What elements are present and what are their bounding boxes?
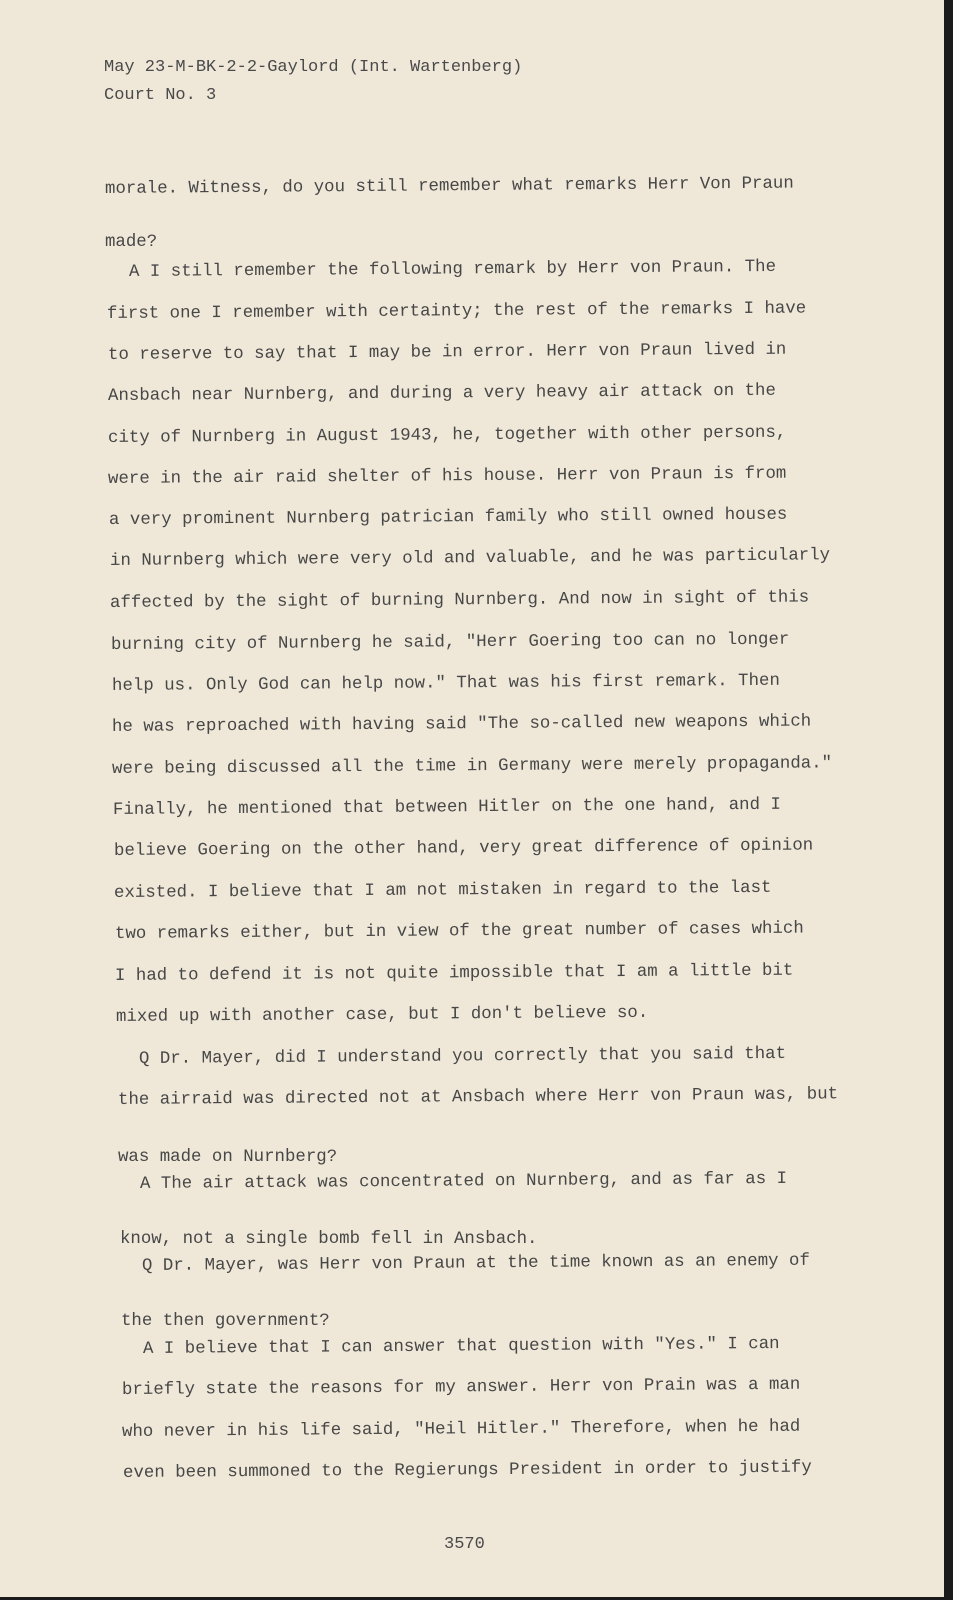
transcript-line: Ansbach near Nurnberg, and during a very heavy air attack on the bbox=[107, 381, 776, 406]
transcript-line: city of Nurnberg in August 1943, he, together with other persons, bbox=[107, 423, 787, 448]
transcript-line: A I believe that I can answer that question with "Yes." I can bbox=[142, 1335, 780, 1359]
transcript-line: two remarks either, but in view of the great number of cases which bbox=[114, 919, 804, 944]
page-number: 3570 bbox=[444, 1535, 485, 1554]
transcript-line: the then government? bbox=[121, 1312, 330, 1331]
transcript-line: help us. Only God can help now." That was his first remark. Then bbox=[111, 671, 780, 696]
transcript-line: the airraid was directed not at Ansbach where Herr von Praun was, but bbox=[117, 1085, 839, 1110]
transcript-line: made? bbox=[105, 233, 158, 252]
transcript-line: to reserve to say that I may be in error. Herr von Praun lived in bbox=[107, 340, 787, 365]
transcript-line: even been summoned to the Regierungs President in order to justify bbox=[122, 1458, 812, 1483]
transcript-line: burning city of Nurnberg he said, "Herr Goering too can no longer bbox=[110, 630, 790, 655]
transcript-line: was made on Nurnberg? bbox=[118, 1148, 338, 1167]
transcript-line: he was reproached with having said "The so-called new weapons which bbox=[111, 712, 812, 737]
transcript-line: I had to defend it is not quite impossible that I am a little bit bbox=[114, 961, 794, 986]
transcript-line: A I still remember the following remark by Herr von Praun. The bbox=[128, 257, 777, 282]
transcript-line: affected by the sight of burning Nurnberg. And now in sight of this bbox=[109, 588, 810, 613]
transcript-line: Q Dr. Mayer, was Herr von Praun at the time known as an enemy of bbox=[141, 1251, 810, 1276]
transcript-line: A The air attack was concentrated on Nurnberg, and as far as I bbox=[139, 1169, 788, 1194]
transcript-line: in Nurnberg which were very old and valuable, and he was particularly bbox=[109, 546, 831, 571]
transcript-line: Q Dr. Mayer, did I understand you correctly that you said that bbox=[138, 1044, 787, 1069]
transcript-line: a very prominent Nurnberg patrician family who still owned houses bbox=[108, 505, 788, 530]
transcript-line: know, not a single bomb fell in Ansbach. bbox=[120, 1230, 538, 1249]
transcript-line: existed. I believe that I am not mistaken in regard to the last bbox=[113, 878, 772, 903]
transcript-line: who never in his life said, "Heil Hitler." Therefore, when he had bbox=[121, 1417, 801, 1442]
header-court-line: Court No. 3 bbox=[104, 86, 217, 105]
transcript-line: mixed up with another case, but I don't believe so. bbox=[115, 1003, 649, 1027]
transcript-line: were in the air raid shelter of his house. Herr von Praun is from bbox=[107, 464, 787, 489]
header-case-line: May 23-M-BK-2-2-Gaylord (Int. Wartenberg) bbox=[104, 58, 523, 77]
transcript-line: first one I remember with certainty; the rest of the remarks I have bbox=[106, 299, 807, 324]
transcript-line: morale. Witness, do you still remember what remarks Herr Von Praun bbox=[104, 174, 794, 199]
transcript-line: briefly state the reasons for my answer. Herr von Prain was a man bbox=[121, 1375, 801, 1400]
transcript-line: were being discussed all the time in Germany were merely propaganda." bbox=[111, 754, 833, 779]
transcript-line: Finally, he mentioned that between Hitler on the one hand, and I bbox=[112, 795, 781, 820]
transcript-line: believe Goering on the other hand, very great difference of opinion bbox=[113, 836, 814, 861]
